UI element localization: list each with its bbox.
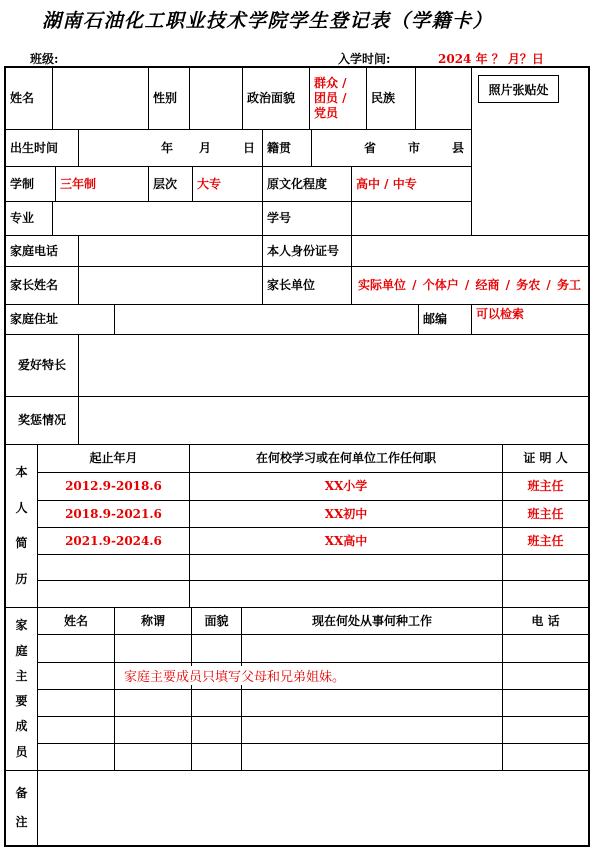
resume-side-char: 历	[15, 571, 28, 586]
family-side-char: 庭	[15, 643, 28, 658]
birth-label: 出生时间	[6, 130, 79, 167]
resume-row-school[interactable]	[190, 555, 503, 581]
resume-row-witness[interactable]: 班主任	[503, 501, 588, 528]
birth-year: 年	[161, 140, 174, 155]
family-cell[interactable]	[503, 717, 588, 744]
system-value[interactable]: 三年制	[56, 167, 149, 202]
political-label: 政治面貌	[243, 68, 310, 130]
family-cell[interactable]	[38, 690, 115, 717]
native-city: 市	[408, 140, 421, 155]
gender-label: 性别	[149, 68, 190, 130]
family-header-political: 面貌	[192, 608, 242, 635]
family-cell[interactable]	[38, 717, 115, 744]
native-label: 籍贯	[263, 130, 312, 167]
id-number-field[interactable]	[352, 236, 588, 267]
awards-label: 奖惩情况	[6, 397, 79, 445]
parent-unit-value[interactable]: 实际单位 / 个体户 / 经商 / 务农 / 务工	[352, 267, 588, 305]
postcode-field[interactable]: 可以检索	[472, 305, 588, 335]
remarks-side-char: 注	[15, 815, 28, 830]
family-cell[interactable]	[38, 663, 115, 690]
resume-row-witness[interactable]: 班主任	[503, 528, 588, 555]
hobbies-field[interactable]	[79, 335, 588, 397]
native-county: 县	[452, 140, 465, 155]
resume-side-char: 简	[15, 536, 28, 551]
family-side-char: 成	[15, 719, 28, 734]
family-cell[interactable]	[503, 690, 588, 717]
resume-row-school[interactable]: XX初中	[190, 501, 503, 528]
remarks-side-label	[6, 771, 38, 845]
address-field[interactable]	[115, 305, 419, 335]
student-id-field[interactable]	[352, 202, 472, 236]
family-cell[interactable]	[503, 635, 588, 663]
remarks-field[interactable]	[38, 771, 588, 845]
native-field[interactable]	[312, 130, 472, 167]
resume-row-period[interactable]: 2012.9-2018.6	[38, 473, 190, 501]
political-options[interactable]: 群众 / 团员 / 党员	[310, 68, 367, 130]
major-label: 专业	[6, 202, 53, 236]
family-cell[interactable]	[192, 744, 242, 771]
family-header-relation: 称谓	[115, 608, 192, 635]
enroll-label: 入学时间:	[338, 52, 391, 66]
home-phone-label: 家庭电话	[6, 236, 79, 267]
family-cell[interactable]	[38, 744, 115, 771]
enroll-value[interactable]: 2024 年 ？ 月？日	[438, 52, 544, 66]
ethnicity-field[interactable]	[416, 68, 472, 130]
family-cell[interactable]	[242, 744, 503, 771]
hobbies-label: 爱好特长	[6, 335, 79, 397]
postcode-label: 邮编	[419, 305, 472, 335]
awards-field[interactable]	[79, 397, 588, 445]
resume-row-period[interactable]: 2021.9-2024.6	[38, 528, 190, 555]
parent-name-field[interactable]	[79, 267, 263, 305]
family-note: 家庭主要成员只填写父母和兄弟姐妹。	[123, 666, 346, 685]
family-cell[interactable]	[115, 744, 192, 771]
resume-row-period[interactable]: 2018.9-2021.6	[38, 501, 190, 528]
family-cell[interactable]	[192, 690, 242, 717]
family-cell[interactable]	[242, 717, 503, 744]
student-id-label: 学号	[263, 202, 352, 236]
prev-edu-value[interactable]: 高中 / 中专	[352, 167, 472, 202]
family-cell[interactable]	[115, 635, 192, 663]
major-field[interactable]	[53, 202, 263, 236]
resume-header-witness: 证 明 人	[503, 445, 588, 473]
family-header-name: 姓名	[38, 608, 115, 635]
id-number-label: 本人身份证号	[263, 236, 352, 267]
system-label: 学制	[6, 167, 56, 202]
photo-placeholder: 照片张贴处	[478, 75, 559, 103]
family-header-phone: 电 话	[503, 608, 588, 635]
family-cell[interactable]	[192, 635, 242, 663]
resume-row-witness[interactable]: 班主任	[503, 473, 588, 501]
prev-edu-label: 原文化程度	[263, 167, 352, 202]
name-field[interactable]	[53, 68, 149, 130]
family-side-char: 员	[15, 744, 28, 759]
family-side-label	[6, 608, 38, 771]
family-cell[interactable]	[115, 690, 192, 717]
family-cell[interactable]	[503, 744, 588, 771]
family-cell[interactable]	[38, 635, 115, 663]
native-province: 省	[364, 140, 377, 155]
family-cell[interactable]	[503, 663, 588, 690]
level-value[interactable]: 大专	[193, 167, 263, 202]
resume-row-period[interactable]	[38, 581, 190, 608]
family-side-char: 主	[15, 668, 28, 683]
family-side-char: 家	[15, 618, 28, 633]
birth-day: 日	[243, 140, 256, 155]
family-cell[interactable]	[242, 690, 503, 717]
page-title: 湖南石油化工职业技术学院学生登记表（学籍卡）	[42, 10, 494, 30]
resume-row-school[interactable]	[190, 581, 503, 608]
resume-side-char: 人	[15, 500, 28, 515]
home-phone-field[interactable]	[79, 236, 263, 267]
family-cell[interactable]	[192, 717, 242, 744]
family-cell[interactable]	[242, 635, 503, 663]
resume-row-witness[interactable]	[503, 555, 588, 581]
birth-month: 月	[199, 140, 212, 155]
family-cell[interactable]	[115, 717, 192, 744]
parent-name-label: 家长姓名	[6, 267, 79, 305]
resume-header-school: 在何校学习或在何单位工作任何职	[190, 445, 503, 473]
resume-side-char: 本	[15, 465, 28, 480]
name-label: 姓名	[6, 68, 53, 130]
family-side-char: 要	[15, 694, 28, 709]
resume-row-period[interactable]	[38, 555, 190, 581]
birth-field[interactable]	[79, 130, 263, 167]
parent-unit-label: 家长单位	[263, 267, 352, 305]
class-label: 班级:	[30, 52, 59, 66]
remarks-side-char: 备	[15, 785, 28, 800]
ethnicity-label: 民族	[367, 68, 416, 130]
resume-row-witness[interactable]	[503, 581, 588, 608]
resume-side-label	[6, 445, 38, 608]
address-label: 家庭住址	[6, 305, 115, 335]
resume-row-school[interactable]: XX小学	[190, 473, 503, 501]
resume-row-school[interactable]: XX高中	[190, 528, 503, 555]
family-header-work: 现在何处从事何种工作	[242, 608, 503, 635]
gender-field[interactable]	[190, 68, 243, 130]
resume-header-period: 起止年月	[38, 445, 190, 473]
level-label: 层次	[149, 167, 193, 202]
